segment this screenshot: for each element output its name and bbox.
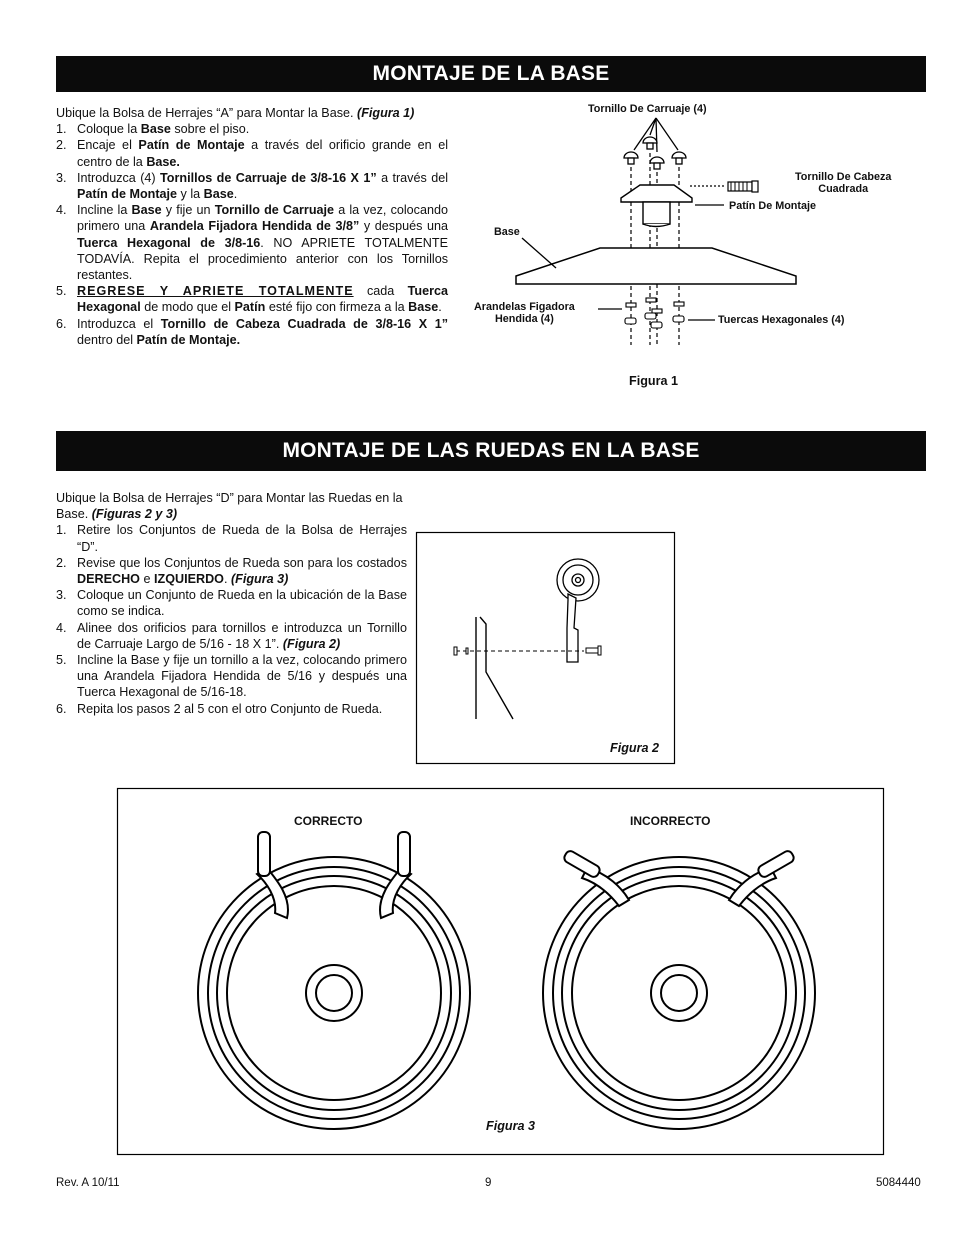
step-item: 6. Repita los pasos 2 al 5 con el otro Conjunto de Rueda. (56, 701, 383, 716)
step-number: 1. (56, 122, 67, 137)
intro-text: Ubique la Bolsa de Herrajes “A” para Montar la Base. (Figura 1) (56, 106, 415, 120)
step-emphasis: Base (408, 300, 439, 315)
section-title-wheels: MONTAJE DE LAS RUEDAS EN LA BASE (56, 431, 926, 471)
step-item: 5. REGRESE Y APRIETE TOTALMENTE cada Tuerca Hexagonal de modo que el Patín esté fijo con firmeza a la Base. (56, 284, 448, 315)
footer-page-number: 9 (485, 1177, 492, 1189)
step-emphasis: Tornillos de Carruaje de 3/8-16 X 1” (160, 170, 377, 185)
step-emphasis: Patín de Montaje (138, 138, 245, 153)
step-item: 4. Alinee dos orificios para tornillos e introduzca un Tornillo de Carruaje Largo de 5/16 - 18 X 1”. (Figura 2) (56, 620, 407, 651)
label-base: Base (494, 226, 520, 238)
step-item: 1. Coloque la Base sobre el piso. (56, 122, 250, 137)
section-title-base: MONTAJE DE LA BASE (56, 56, 926, 92)
steps-list-wheels (56, 522, 407, 716)
instructions-wheels (56, 490, 407, 717)
figure1-caption: Figura 1 (629, 374, 678, 388)
footer-revision: Rev. A 10/11 (56, 1177, 120, 1189)
figure2-drawing (416, 532, 676, 764)
footer-doc-number: 5084440 (876, 1177, 921, 1189)
step-number: 6. (56, 316, 67, 331)
step-item: 6. Introduzca el Tornillo de Cabeza Cuadrada de 3/8-16 X 1” dentro del Patín de Montaje. (56, 316, 449, 347)
step-emphasis: Patín de Montaje. (136, 332, 241, 347)
step-emphasis: Tornillo de Carruaje (214, 203, 335, 218)
step-item: 3. Coloque un Conjunto de Rueda en la ubicación de la Base como se indica. (56, 588, 407, 619)
figure3-caption: Figura 3 (486, 1119, 535, 1133)
step-number: 1. (56, 523, 67, 538)
step-item: 2. Encaje el Patín de Montaje a través del orificio grande en el centro de la Base. (56, 138, 449, 169)
label-carriage-bolt: Tornillo De Carruaje (4) (588, 103, 707, 115)
figure3-drawing (117, 788, 885, 1156)
label-incorrect: INCORRECTO (630, 814, 711, 828)
step-emphasis: Tuerca Hexagonal (77, 284, 448, 315)
step-emphasis: DERECHO (77, 572, 140, 587)
step-number: 5. (56, 284, 67, 299)
step-number: 3. (56, 170, 67, 185)
step-number: 5. (56, 653, 67, 668)
step-emphasis: Base (131, 203, 162, 218)
step-item: 1. Retire los Conjuntos de Rueda de la Bolsa de Herrajes “D”. (56, 523, 407, 554)
step-number: 4. (56, 620, 67, 635)
step-item: 4. Incline la Base y fije un Tornillo de Carruaje a la vez, colocando primero una Arandela Fijadora Hendida de 3/8” y después una Tuerca Hexagonal de 3/8-16. NO APRIETE TOTALMENTE TODAVÍA. Repita el procedimiento anterior con los Tornillos restantes. (56, 203, 449, 283)
step-emphasis: Tuerca Hexagonal de 3/8-16 (77, 235, 261, 250)
label-square-head-bolt: Tornillo De Cabeza Cuadrada (795, 171, 892, 195)
figure2-caption: Figura 2 (610, 741, 659, 755)
step-emphasis: Patín de Montaje (77, 187, 178, 202)
step-emphasis: Base. (146, 154, 180, 169)
step-number: 4. (56, 203, 67, 218)
step-emphasis: REGRESE Y APRIETE TOTALMENTE (77, 284, 354, 299)
label-correct: CORRECTO (294, 814, 363, 828)
step-emphasis: IZQUIERDO (154, 572, 224, 587)
step-item: 5. Incline la Base y fije un tornillo a la vez, colocando primero una Arandela Fijadora Hendida de 5/16 y después una Tuerca Hexagonal de 5/16-18. (56, 653, 407, 700)
step-item: 2. Revise que los Conjuntos de Rueda son para los costados DERECHO e IZQUIERDO. (Figura 3) (56, 555, 407, 587)
step-emphasis: Patín (234, 300, 266, 315)
step-number: 2. (56, 138, 67, 153)
label-mounting-pad: Patín De Montaje (729, 200, 816, 212)
step-emphasis: Arandela Fijadora Hendida de 3/8” (149, 219, 360, 234)
step-number: 2. (56, 555, 67, 570)
intro-text-wheels: Ubique la Bolsa de Herrajes “D” para Montar las Ruedas en la Base. (Figuras 2 y 3) (56, 491, 403, 522)
step-number: 6. (56, 701, 67, 716)
step-emphasis: Base (203, 187, 234, 202)
step-item: 3. Introduzca (4) Tornillos de Carruaje de 3/8-16 X 1” a través del Patín de Montaje y la Base. (56, 170, 448, 202)
label-lock-washer: Arandelas Figadora Hendida (4) (474, 301, 575, 325)
figure1-drawing (0, 0, 954, 400)
label-hex-nuts: Tuercas Hexagonales (4) (718, 314, 845, 326)
step-emphasis: (Figura 2) (282, 636, 341, 651)
step-emphasis: (Figura 3) (230, 572, 289, 587)
step-number: 3. (56, 588, 67, 603)
step-emphasis: Tornillo de Cabeza Cuadrada de 3/8-16 X 1” (160, 316, 449, 331)
step-emphasis: Base (140, 122, 171, 137)
